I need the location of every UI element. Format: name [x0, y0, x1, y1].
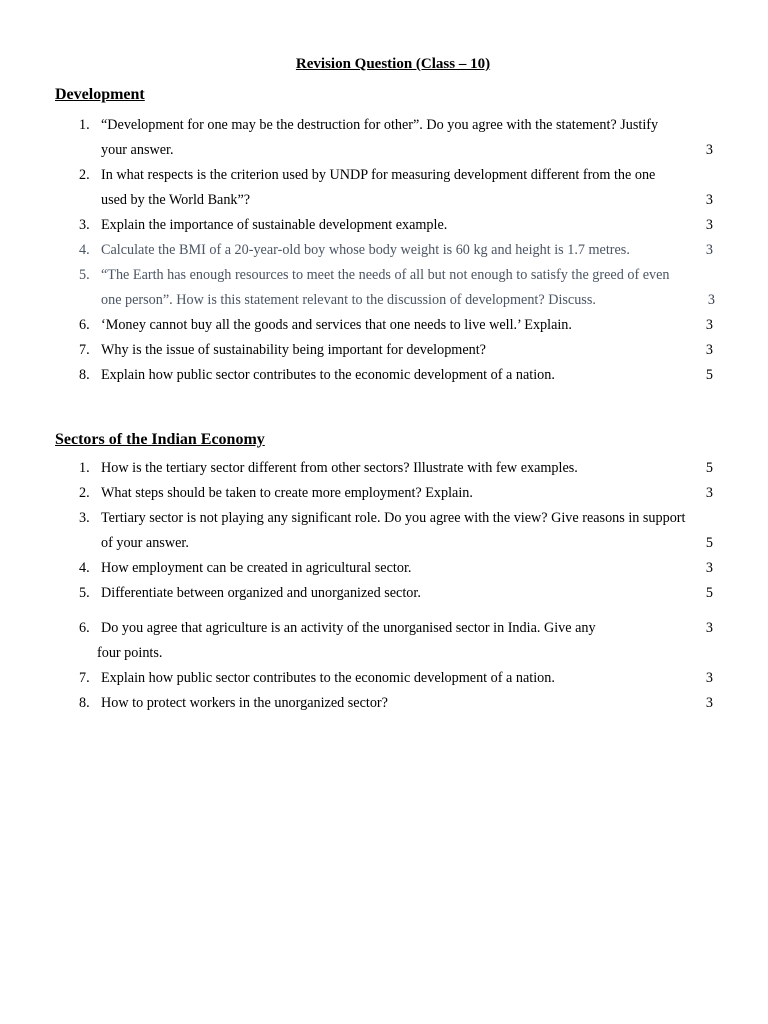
question-number: 8. [79, 367, 90, 383]
question-line: Tertiary sector is not playing any significant role. Do you agree with the view? Give reasons in support [101, 510, 686, 526]
question-item [55, 691, 735, 716]
question-text: Explain how public sector contributes to the economic development of a nation. [101, 367, 555, 383]
question-item [55, 213, 735, 238]
question-text [101, 113, 735, 163]
question-line: your answer. [101, 142, 174, 158]
question-marks: 3 [705, 485, 713, 501]
question-item [55, 238, 735, 263]
question-marks: 5 [705, 367, 713, 383]
question-marks: 3 [705, 560, 713, 576]
question-text: What steps should be taken to create more employment? Explain. [101, 485, 473, 501]
question-item [55, 581, 735, 606]
question-number: 2. [79, 485, 90, 501]
question-number: 5. [79, 585, 90, 601]
question-text: Why is the issue of sustainability being important for development? [101, 342, 486, 358]
section-heading: Development [55, 86, 145, 103]
question-text [97, 616, 735, 666]
question-line: four points. [97, 645, 163, 661]
question-item [55, 313, 735, 338]
question-number: 6. [79, 317, 90, 333]
question-number: 5. [79, 267, 90, 283]
question-line: used by the World Bank”? [101, 192, 251, 208]
question-marks: 3 [705, 242, 713, 258]
question-item [55, 666, 735, 691]
question-marks: 5 [705, 585, 713, 601]
section-heading: Sectors of the Indian Economy [55, 431, 265, 448]
question-text [101, 163, 735, 213]
question-item [55, 456, 735, 481]
question-text: Explain the importance of sustainable development example. [101, 217, 448, 233]
question-line: “Development for one may be the destruction for other”. Do you agree with the statement? Justify [101, 117, 659, 133]
question-marks: 3 [705, 342, 713, 358]
question-number: 8. [79, 695, 90, 711]
question-marks: 3 [705, 192, 713, 208]
question-item [55, 113, 735, 163]
question-number: 6. [79, 620, 90, 636]
question-number: 7. [79, 342, 90, 358]
question-text: How is the tertiary sector different from other sectors? Illustrate with few examples. [101, 460, 578, 476]
question-marks: 3 [705, 695, 713, 711]
question-item [55, 263, 735, 313]
question-item [55, 506, 735, 556]
question-text [101, 263, 735, 313]
question-item [55, 338, 735, 363]
question-number: 1. [79, 460, 90, 476]
question-line: Do you agree that agriculture is an activity of the unorganised sector in India. Give any [101, 620, 596, 636]
question-number: 3. [79, 217, 90, 233]
question-number: 1. [79, 117, 90, 133]
question-number: 4. [79, 242, 90, 258]
question-item [55, 163, 735, 213]
question-marks: 5 [705, 460, 713, 476]
question-marks: 3 [705, 142, 713, 158]
question-text: Calculate the BMI of a 20-year-old boy whose body weight is 60 kg and height is 1.7 metres. [101, 242, 630, 258]
document-title: Revision Question (Class – 10) [295, 56, 491, 72]
question-item [55, 363, 735, 388]
question-text [101, 506, 745, 556]
question-line: one person”. How is this statement relevant to the discussion of development? Discuss. [101, 292, 596, 308]
question-text: How to protect workers in the unorganized sector? [101, 695, 388, 711]
question-number: 2. [79, 167, 90, 183]
question-marks: 3 [705, 217, 713, 233]
question-marks: 3 [705, 317, 713, 333]
question-number: 4. [79, 560, 90, 576]
question-item [55, 616, 735, 666]
question-text: Differentiate between organized and unorganized sector. [101, 585, 421, 601]
question-marks: 3 [707, 292, 715, 308]
question-text: How employment can be created in agricultural sector. [101, 560, 412, 576]
question-marks: 5 [705, 535, 713, 551]
section-development [55, 85, 735, 388]
question-text: Explain how public sector contributes to the economic development of a nation. [101, 670, 555, 686]
question-line: In what respects is the criterion used by UNDP for measuring development different from the one [101, 167, 656, 183]
question-item [55, 556, 735, 581]
question-marks: 3 [705, 620, 713, 636]
question-number: 3. [79, 510, 90, 526]
question-number: 7. [79, 670, 90, 686]
section-sectors-indian-economy [55, 430, 735, 716]
question-line: of your answer. [101, 535, 189, 551]
question-line: “The Earth has enough resources to meet the needs of all but not enough to satisfy the greed of even [101, 267, 670, 283]
question-text: ‘Money cannot buy all the goods and services that one needs to live well.’ Explain. [101, 317, 572, 333]
question-item [55, 481, 735, 506]
question-marks: 3 [705, 670, 713, 686]
